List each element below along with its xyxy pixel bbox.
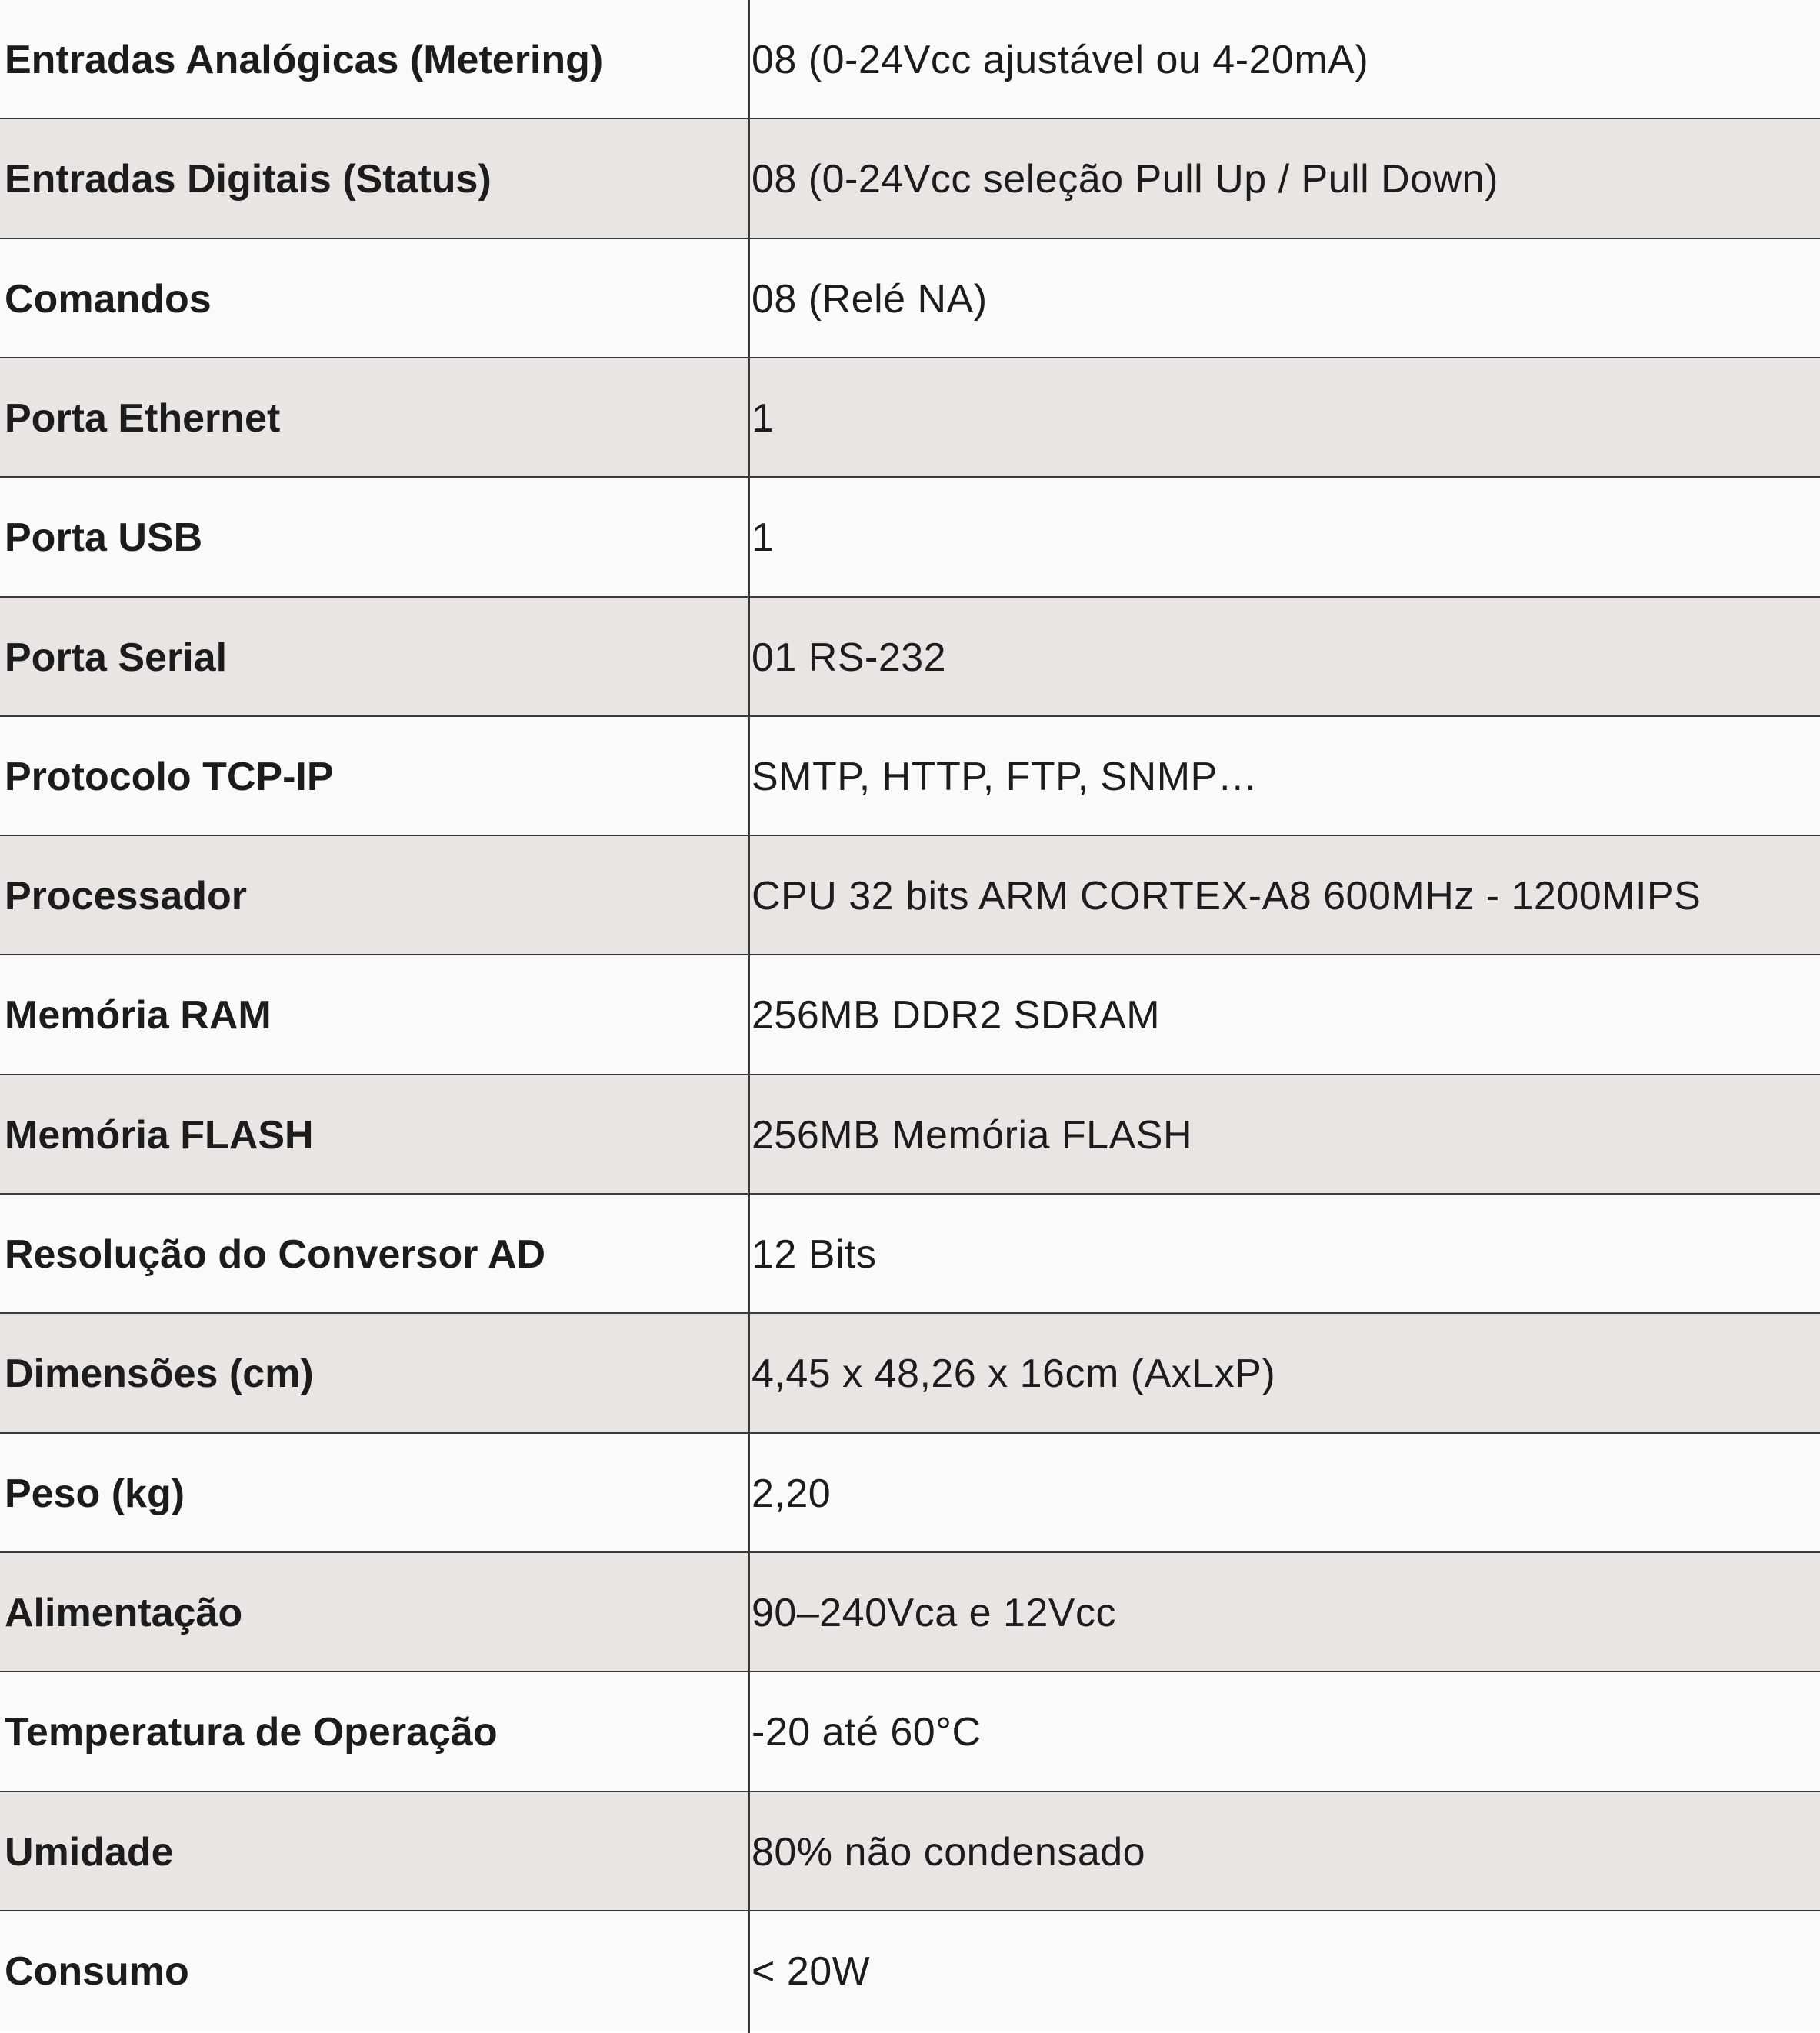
- table-row: [0, 239, 1820, 358]
- table-row: [0, 836, 1820, 955]
- spec-label: Processador: [5, 873, 248, 918]
- table-row: [0, 358, 1820, 478]
- spec-value: 08 (Relé NA): [752, 276, 988, 322]
- spec-label: Protocolo TCP-IP: [5, 754, 334, 799]
- spec-value: 2,20: [752, 1471, 832, 1516]
- table-row: [0, 119, 1820, 238]
- spec-label: Memória RAM: [5, 992, 272, 1038]
- spec-label: Consumo: [5, 1948, 189, 1994]
- column-divider: [748, 0, 750, 2033]
- table-row: [0, 598, 1820, 717]
- table-row: [0, 478, 1820, 597]
- spec-value: 08 (0-24Vcc seleção Pull Up / Pull Down): [752, 156, 1498, 202]
- table-row: [0, 1911, 1820, 2031]
- spec-value: 1: [752, 515, 775, 560]
- table-row: [0, 1672, 1820, 1791]
- spec-value: 12 Bits: [752, 1231, 877, 1277]
- spec-label: Umidade: [5, 1829, 174, 1875]
- spec-label: Dimensões (cm): [5, 1351, 314, 1396]
- table-row: [0, 1553, 1820, 1672]
- spec-value: 1: [752, 395, 775, 441]
- table-row: [0, 1195, 1820, 1314]
- table-row: [0, 717, 1820, 836]
- spec-value: CPU 32 bits ARM CORTEX-A8 600MHz - 1200MIPS: [752, 873, 1702, 918]
- spec-value: 256MB Memória FLASH: [752, 1112, 1193, 1158]
- spec-value: 256MB DDR2 SDRAM: [752, 992, 1161, 1038]
- spec-label: Temperatura de Operação: [5, 1709, 498, 1755]
- table-row: [0, 1075, 1820, 1195]
- spec-value: SMTP, HTTP, FTP, SNMP…: [752, 754, 1258, 799]
- spec-value: 01 RS-232: [752, 635, 947, 680]
- spec-label: Peso (kg): [5, 1471, 185, 1516]
- spec-label: Alimentação: [5, 1590, 243, 1635]
- spec-label: Porta Serial: [5, 635, 228, 680]
- spec-label: Entradas Digitais (Status): [5, 156, 492, 202]
- spec-label: Entradas Analógicas (Metering): [5, 37, 604, 82]
- spec-value: 08 (0-24Vcc ajustável ou 4-20mA): [752, 37, 1369, 82]
- table-row: [0, 0, 1820, 119]
- table-row: [0, 1792, 1820, 1911]
- spec-label: Porta USB: [5, 515, 203, 560]
- spec-value: -20 até 60°C: [752, 1709, 982, 1755]
- spec-value: 80% não condensado: [752, 1829, 1146, 1875]
- spec-value: 4,45 x 48,26 x 16cm (AxLxP): [752, 1351, 1276, 1396]
- spec-label: Porta Ethernet: [5, 395, 281, 441]
- spec-label: Memória FLASH: [5, 1112, 314, 1158]
- table-row: [0, 1314, 1820, 1433]
- spec-label: Resolução do Conversor AD: [5, 1231, 546, 1277]
- spec-value: 90–240Vca e 12Vcc: [752, 1590, 1116, 1635]
- table-row: [0, 1434, 1820, 1553]
- spec-label: Comandos: [5, 276, 212, 322]
- spec-value: < 20W: [752, 1948, 871, 1994]
- table-row: [0, 955, 1820, 1075]
